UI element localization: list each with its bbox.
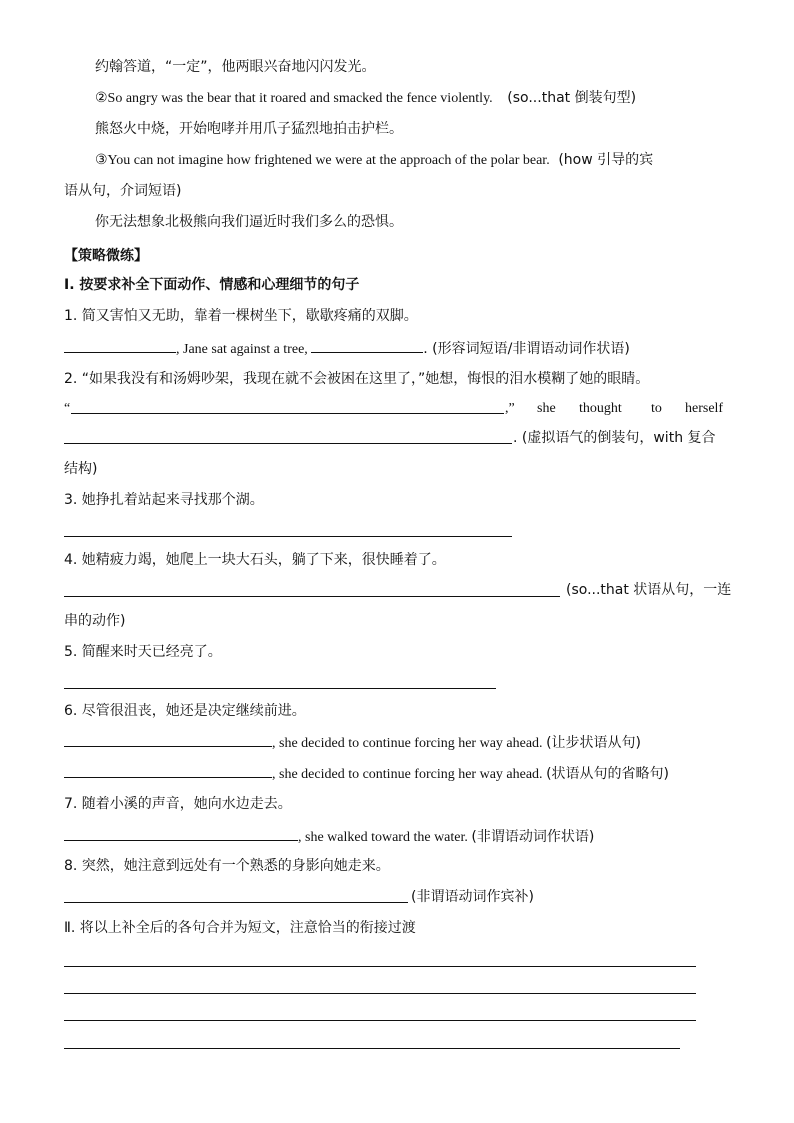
question-4: 4. 她精疲力竭，她爬上一块大石头，躺了下来，很快睡着了。 [64,552,446,568]
example-2-translation: 熊怒火中烧，开始咆哮并用爪子猛烈地拍击护栏。 [95,121,403,137]
writing-line[interactable] [64,1020,696,1021]
question-6-answer-line-b [64,763,669,785]
answer-blank[interactable] [71,413,504,414]
intro-translation-1: 约翰答道，“一定”，他两眼兴奋地闪闪发光。 [95,59,376,75]
writing-line[interactable] [64,1048,680,1049]
part-2-title: Ⅱ. 将以上补全后的各句合并为短文，注意恰当的衔接过渡 [64,920,416,936]
part-1-title: Ⅰ. 按要求补全下面动作、情感和心理细节的句子 [64,277,360,293]
question-2-open-quote: “ [64,401,71,416]
question-4-note-continued: 串的动作) [64,613,126,629]
answer-blank[interactable] [64,443,512,444]
question-1: 1. 简又害怕又无助，靠着一棵树坐下，歇歇疼痛的双脚。 [64,308,418,324]
question-2-word: to [651,401,662,416]
question-8-note: (非谓语动词作宾补) [411,889,534,905]
question-4-note: (so...that 状语从句，一连 [566,582,732,598]
question-2-word: herself [685,401,724,416]
question-6-note: (让步状语从句) [546,735,641,751]
example-3 [95,150,653,171]
question-7: 7. 随着小溪的声音，她向水边走去。 [64,796,292,812]
example-2-note: (so...that 倒装句型) [507,90,637,106]
example-2-english: ②So angry was the bear that it roared and smacked the fence violently. [95,91,493,106]
question-7-note: (非谓语动词作状语) [471,829,595,845]
question-6-fixed-text: , she decided to continue forcing her way ahead. [272,736,543,751]
question-2: 2. “如果我没有和汤姆吵架，我现在就不会被困在这里了，”她想，悔恨的泪水模糊了她的眼睛。 [64,371,650,387]
example-3-english: ③You can not imagine how frightened we were at the approach of the polar bear. [95,153,550,168]
example-3-note: (how 引导的宾 [558,152,654,168]
answer-blank[interactable] [64,688,496,689]
question-7-answer-line [64,826,594,848]
example-3-note-continued: 语从句，介词短语) [64,183,182,199]
question-2-word: she [537,401,556,416]
question-2-close-quote: ,” [505,401,515,416]
writing-line[interactable] [64,966,696,967]
question-8: 8. 突然，她注意到远处有一个熟悉的身影向她走来。 [64,858,390,874]
question-7-fixed-text: , she walked toward the water. [298,830,468,845]
answer-blank[interactable] [311,338,423,353]
question-6-answer-line-a [64,732,641,754]
answer-blank[interactable] [64,596,560,597]
answer-blank[interactable] [64,763,272,778]
question-1-answer-line [64,338,630,360]
question-5: 5. 简醒来时天已经亮了。 [64,644,222,660]
writing-line[interactable] [64,993,696,994]
answer-blank[interactable] [64,902,408,903]
answer-blank[interactable] [64,338,176,353]
question-1-fixed-text: , Jane sat against a tree, [176,342,308,357]
question-6-note: (状语从句的省略句) [546,766,669,782]
answer-blank[interactable] [64,536,512,537]
question-2-note-continued: 结构) [64,461,98,477]
question-6-fixed-text: , she decided to continue forcing her way ahead. [272,767,543,782]
example-2 [95,88,636,109]
question-2-word: thought [579,401,622,416]
question-6: 6. 尽管很沮丧，她还是决定继续前进。 [64,703,306,719]
answer-blank[interactable] [64,826,298,841]
question-2-note: . (虚拟语气的倒装句，with 复合 [513,430,716,446]
section-header: 【策略微练】 [64,248,148,264]
example-3-translation: 你无法想象北极熊向我们逼近时我们多么的恐惧。 [95,214,403,230]
question-3: 3. 她挣扎着站起来寻找那个湖。 [64,492,264,508]
answer-blank[interactable] [64,732,272,747]
question-1-note: . (形容词短语/非谓语动词作状语) [423,341,630,357]
